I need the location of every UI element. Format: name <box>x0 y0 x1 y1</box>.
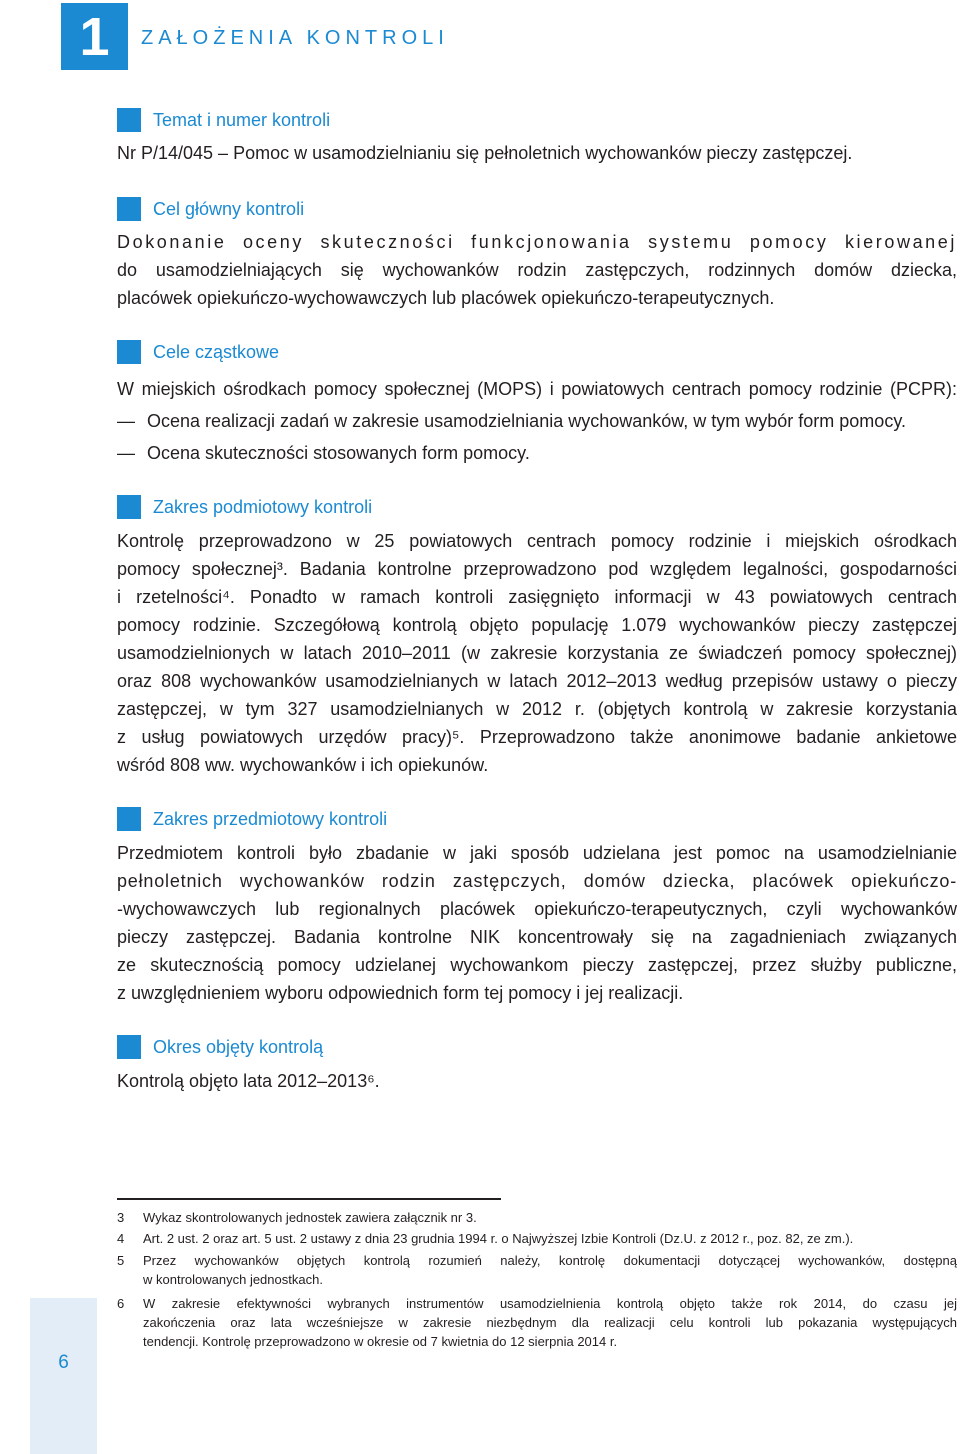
section-body-subject-scope <box>117 527 957 779</box>
object-scope-line: z uwzględnieniem wyboru odpowiednich form tej pomocy i jej realizacji. <box>117 983 684 1003</box>
object-scope-line: pełnoletnich wychowanków rodzin zastępczych, domów dziecka, placówek opiekuńczo- <box>117 871 957 891</box>
footnote-line: Przez wychowanków objętych kontrolą rozumień należy, kontrolę dokumentacji dotyczącej wychowanków, dostępną <box>143 1253 957 1268</box>
footnote-separator <box>117 1198 501 1200</box>
footnote-text <box>143 1208 957 1227</box>
section-heading-subject-scope <box>117 495 717 519</box>
footnote-line: zakończenia oraz lata wcześniejsze w zakresie niezbędnym dla realizacji celu kontroli lub pokazania występujących <box>143 1315 957 1330</box>
footnote-line: w kontrolowanych jednostkach. <box>143 1272 323 1287</box>
main-goal-line: do usamodzielniających się wychowanków rodzin zastępczych, rodzinnych domów dziecka, <box>117 260 957 280</box>
period-text: Kontrolą objęto lata 2012–2013⁶. <box>117 1071 380 1091</box>
footnote-line: Art. 2 ust. 2 oraz art. 5 ust. 2 ustawy z dnia 23 grudnia 1994 r. o Najwyższej Izbie Kontroli (Dz.U. z 2012 r., poz. 82, ze zm.). <box>143 1231 854 1246</box>
partial-goal-text: Ocena realizacji zadań w zakresie usamodzielniania wychowanków, w tym wybór form pomocy. <box>147 411 906 431</box>
partial-goal-text: Ocena skuteczności stosowanych form pomocy. <box>147 443 530 463</box>
object-scope-line: pieczy zastępczej. Badania kontrolne NIK koncentrowały się na zagadnieniach związanych <box>117 927 957 947</box>
section-heading-text: Temat i numer kontroli <box>153 110 331 130</box>
subject-scope-line: wśród 808 ww. wychowanków i ich opiekunów. <box>117 755 489 775</box>
footnote-number: 4 <box>117 1231 125 1246</box>
object-scope-line: ze skutecznością pomocy udzielanej wychowankom pieczy zastępczej, przez służby publiczne, <box>117 955 957 975</box>
section-heading-topic <box>117 108 717 132</box>
footnote-line: Wykaz skontrolowanych jednostek zawiera załącznik nr 3. <box>143 1210 477 1225</box>
footnote-number: 5 <box>117 1253 125 1268</box>
object-scope-line: -wychowawczych lub regionalnych placówek opiekuńczo-terapeutycznych, czyli wychowanków <box>117 899 957 919</box>
subject-scope-line: i rzetelności⁴. Ponadto w ramach kontroli zasięgnięto informacji w 43 powiatowych centrach <box>117 587 957 607</box>
section-heading-text: Okres objęty kontrolą <box>153 1037 324 1057</box>
section-heading-object-scope <box>117 807 717 831</box>
section-body-partial-goals <box>117 373 957 469</box>
footnote-text <box>143 1251 957 1289</box>
footnote-text <box>143 1229 957 1248</box>
section-body-main-goal <box>117 228 957 312</box>
page-number-tab <box>30 1298 97 1454</box>
subject-scope-line: zastępczej, w tym 327 usamodzielnianych w 2012 r. (objętych kontrolą w zakresie korzystania <box>117 699 957 719</box>
heading-marker-square <box>117 108 141 132</box>
section-body-period <box>117 1067 957 1095</box>
section-body-topic <box>117 139 957 167</box>
section-heading-text: Zakres podmiotowy kontroli <box>153 497 373 517</box>
section-heading-main-goal <box>117 197 717 221</box>
partial-goal-item <box>117 405 957 437</box>
subject-scope-line: z usług powiatowych urzędów pracy)⁵. Przeprowadzono także anonimowe badanie ankietowe <box>117 727 957 747</box>
section-heading-partial-goals <box>117 340 717 364</box>
chapter-title: ZAŁOŻENIA KONTROLI <box>141 27 449 49</box>
footnote-line: W zakresie efektywności wybranych instrumentów usamodzielnienia kontrolą objęto także rok 2014, do czasu jej <box>143 1296 957 1311</box>
main-goal-line: Dokonanie oceny skuteczności funkcjonowania systemu pomocy kierowanej <box>117 232 957 252</box>
section-heading-text: Cele cząstkowe <box>153 342 280 362</box>
list-dash-marker: — <box>117 411 135 431</box>
footnote-number: 6 <box>117 1296 125 1311</box>
footnote-line: tendencji. Kontrolę przeprowadzono w okresie od 7 kwietnia do 12 sierpnia 2014 r. <box>143 1334 618 1349</box>
partial-goal-item <box>117 437 957 469</box>
subject-scope-line: pomocy rodzinie. Szczegółową kontrolą objęto populację 1.079 wychowanków pieczy zastępczej <box>117 615 957 635</box>
section-body-object-scope <box>117 839 957 1007</box>
subject-scope-line: Kontrolę przeprowadzono w 25 powiatowych centrach pomocy rodzinie i miejskich ośrodkach <box>117 531 957 551</box>
subject-scope-line: usamodzielnionych w latach 2010–2011 (w zakresie korzystania ze świadczeń pomocy społecznej) <box>117 643 957 663</box>
section-heading-text: Cel główny kontroli <box>153 199 305 219</box>
footnote-number: 3 <box>117 1210 125 1225</box>
subject-scope-line: oraz 808 wychowanków usamodzielnianych w latach 2012–2013 według przepisów ustawy o pieczy <box>117 671 957 691</box>
heading-marker-square <box>117 807 141 831</box>
chapter-number: 1 <box>79 6 110 67</box>
list-dash-marker: — <box>117 443 135 463</box>
topic-text: Nr P/14/045 – Pomoc w usamodzielnianiu się pełnoletnich wychowanków pieczy zastępczej. <box>117 143 853 163</box>
subject-scope-line: pomocy społecznej³. Badania kontrolne przeprowadzono pod względem legalności, gospodarności <box>117 559 957 579</box>
footnote-text <box>143 1294 957 1351</box>
main-goal-line: placówek opiekuńczo-wychowawczych lub placówek opiekuńczo-terapeutycznych. <box>117 288 775 308</box>
partial-goals-intro: W miejskich ośrodkach pomocy społecznej (MOPS) i powiatowych centrach pomocy rodzinie (PCPR): <box>117 379 957 399</box>
heading-marker-square <box>117 495 141 519</box>
page-number: 6 <box>58 1352 69 1373</box>
object-scope-line: Przedmiotem kontroli było zbadanie w jaki sposób udzielana jest pomoc na usamodzielnianie <box>117 843 957 863</box>
heading-marker-square <box>117 340 141 364</box>
heading-marker-square <box>117 1035 141 1059</box>
chapter-number-box <box>61 3 128 70</box>
heading-marker-square <box>117 197 141 221</box>
section-heading-text: Zakres przedmiotowy kontroli <box>153 809 388 829</box>
section-heading-period <box>117 1035 717 1059</box>
